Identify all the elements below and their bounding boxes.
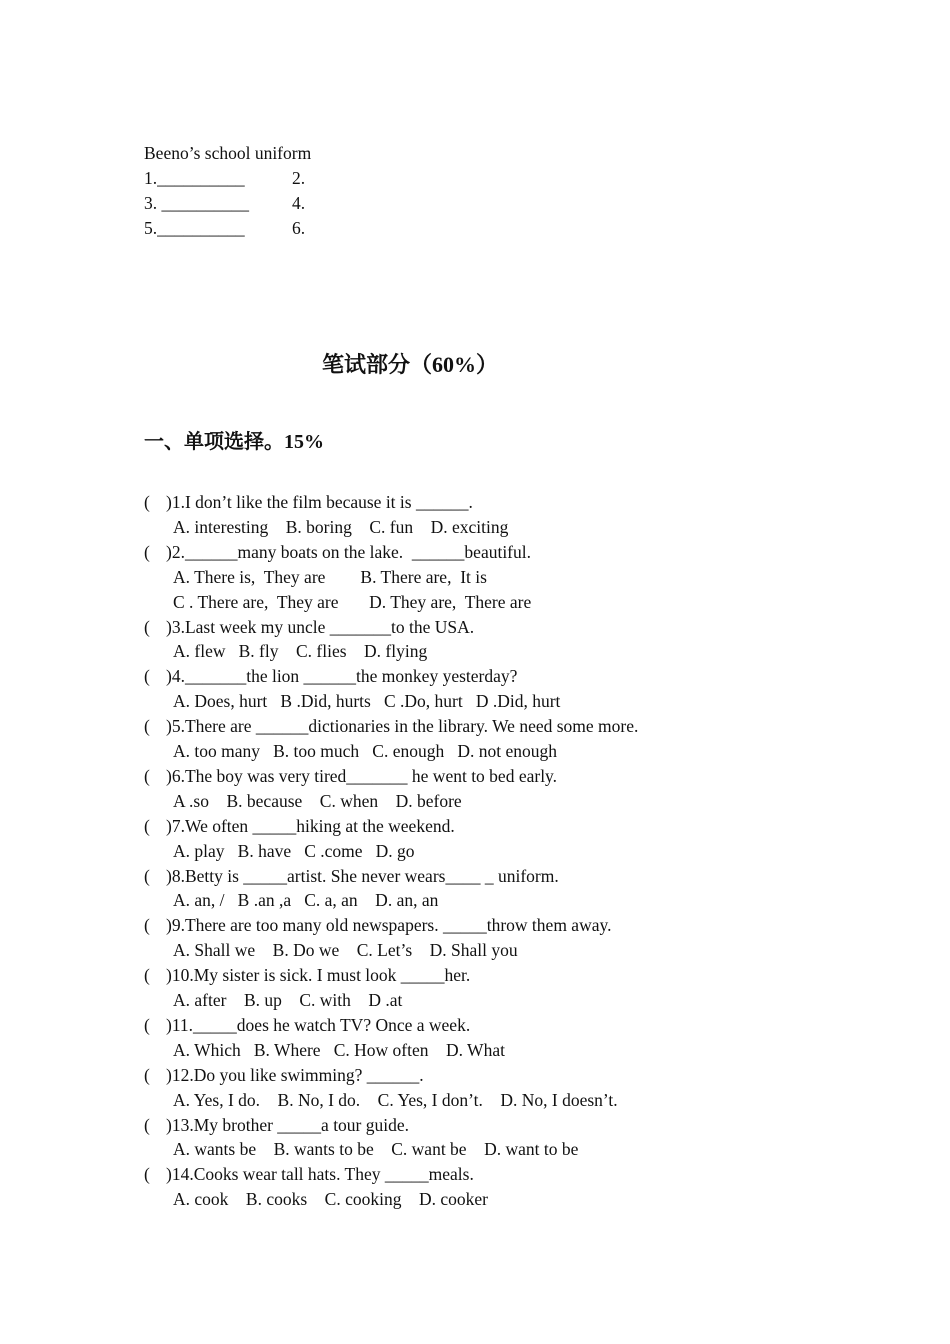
uniform-blank-3: 3. __________ — [144, 193, 249, 213]
question-text: )10.My sister is sick. I must look _____her. — [166, 965, 471, 986]
uniform-blank-6: 6. — [292, 218, 306, 238]
question-text: )12.Do you like swimming? ______. — [166, 1064, 424, 1085]
answer-bracket: ( — [144, 865, 150, 886]
question-options: A .so B. because C. when D. before — [173, 790, 462, 811]
uniform-blank-5: 5.__________ — [144, 218, 245, 238]
answer-bracket: ( — [144, 1064, 150, 1085]
answer-bracket: ( — [144, 1164, 150, 1185]
question-text: )6.The boy was very tired_______ he went to bed early. — [166, 765, 558, 786]
question-stem — [144, 914, 611, 936]
question-text: )11._____does he watch TV? Once a week. — [166, 1014, 471, 1035]
answer-bracket: ( — [144, 616, 150, 637]
written-part-close: ） — [476, 353, 499, 378]
question-options: A. Shall we B. Do we C. Let’s D. Shall you — [173, 940, 518, 961]
written-part-heading — [0, 348, 820, 379]
answer-bracket: ( — [144, 666, 150, 687]
question-stem — [144, 1064, 424, 1086]
question-text: )14.Cooks wear tall hats. They _____meals. — [166, 1164, 474, 1185]
question-options: A. Yes, I do. B. No, I do. C. Yes, I don’t. D. No, I doesn’t. — [173, 1089, 618, 1110]
question-options: A. an, / B .an ,a C. a, an D. an, an — [173, 890, 439, 911]
question-stem — [144, 815, 455, 837]
question-text: )4._______the lion ______the monkey yesterday? — [166, 666, 518, 687]
question-options: A. Does, hurt B .Did, hurts C .Do, hurt D .Did, hurt — [173, 691, 561, 712]
question-options: C . There are, They are D. They are, There are — [173, 591, 532, 612]
uniform-title: Beeno’s school uniform — [144, 143, 312, 163]
section-1-percent: 15% — [284, 431, 324, 453]
question-stem — [144, 491, 473, 513]
uniform-blank-2: 2. — [292, 168, 306, 188]
question-stem — [144, 964, 470, 986]
question-stem — [144, 765, 557, 787]
question-options: A. wants be B. wants to be C. want be D. want to be — [173, 1139, 579, 1160]
question-stem — [144, 1163, 474, 1185]
question-text: )9.There are too many old newspapers. _____throw them away. — [166, 915, 612, 936]
question-text: )8.Betty is _____artist. She never wears____ _ uniform. — [166, 865, 559, 886]
question-text: )2.______many boats on the lake. ______beautiful. — [166, 541, 531, 562]
question-options: A. interesting B. boring C. fun D. exciting — [173, 516, 509, 537]
question-text: )1.I don’t like the film because it is ______. — [166, 492, 473, 512]
question-stem — [144, 1114, 409, 1136]
answer-bracket: ( — [144, 815, 150, 836]
question-stem — [144, 541, 531, 563]
question-options: A. play B. have C .come D. go — [173, 840, 415, 861]
answer-bracket: ( — [144, 965, 150, 986]
written-part-percent: 60% — [432, 352, 476, 377]
question-options: A. Which B. Where C. How often D. What — [173, 1039, 505, 1060]
answer-bracket: ( — [144, 1014, 150, 1035]
question-text: )13.My brother _____a tour guide. — [166, 1114, 410, 1135]
question-options: A. after B. up C. with D .at — [173, 990, 403, 1010]
question-text: )5.There are ______dictionaries in the library. We need some more. — [166, 716, 639, 737]
written-part-title: 笔试部分（ — [321, 353, 432, 378]
question-stem — [144, 616, 474, 638]
answer-bracket: ( — [144, 765, 150, 786]
answer-bracket: ( — [144, 716, 150, 737]
answer-bracket: ( — [144, 541, 150, 562]
question-stem — [144, 665, 517, 687]
uniform-blank-4: 4. — [292, 193, 306, 213]
question-options: A. flew B. fly C. flies D. flying — [173, 641, 428, 662]
question-stem — [144, 1014, 470, 1036]
question-stem — [144, 865, 559, 887]
question-stem — [144, 715, 638, 737]
answer-bracket: ( — [144, 492, 150, 512]
question-options: A. There is, They are B. There are, It is — [173, 566, 487, 587]
uniform-blank-1: 1.__________ — [144, 168, 245, 188]
question-options: A. too many B. too much C. enough D. not enough — [173, 741, 558, 761]
question-text: )3.Last week my uncle _______to the USA. — [166, 616, 475, 637]
answer-bracket: ( — [144, 1114, 150, 1135]
section-1-heading — [144, 425, 324, 454]
question-options: A. cook B. cooks C. cooking D. cooker — [173, 1189, 488, 1210]
section-1-label: 一、单项选择。 — [144, 429, 284, 453]
question-text: )7.We often _____hiking at the weekend. — [166, 815, 455, 836]
answer-bracket: ( — [144, 915, 150, 936]
